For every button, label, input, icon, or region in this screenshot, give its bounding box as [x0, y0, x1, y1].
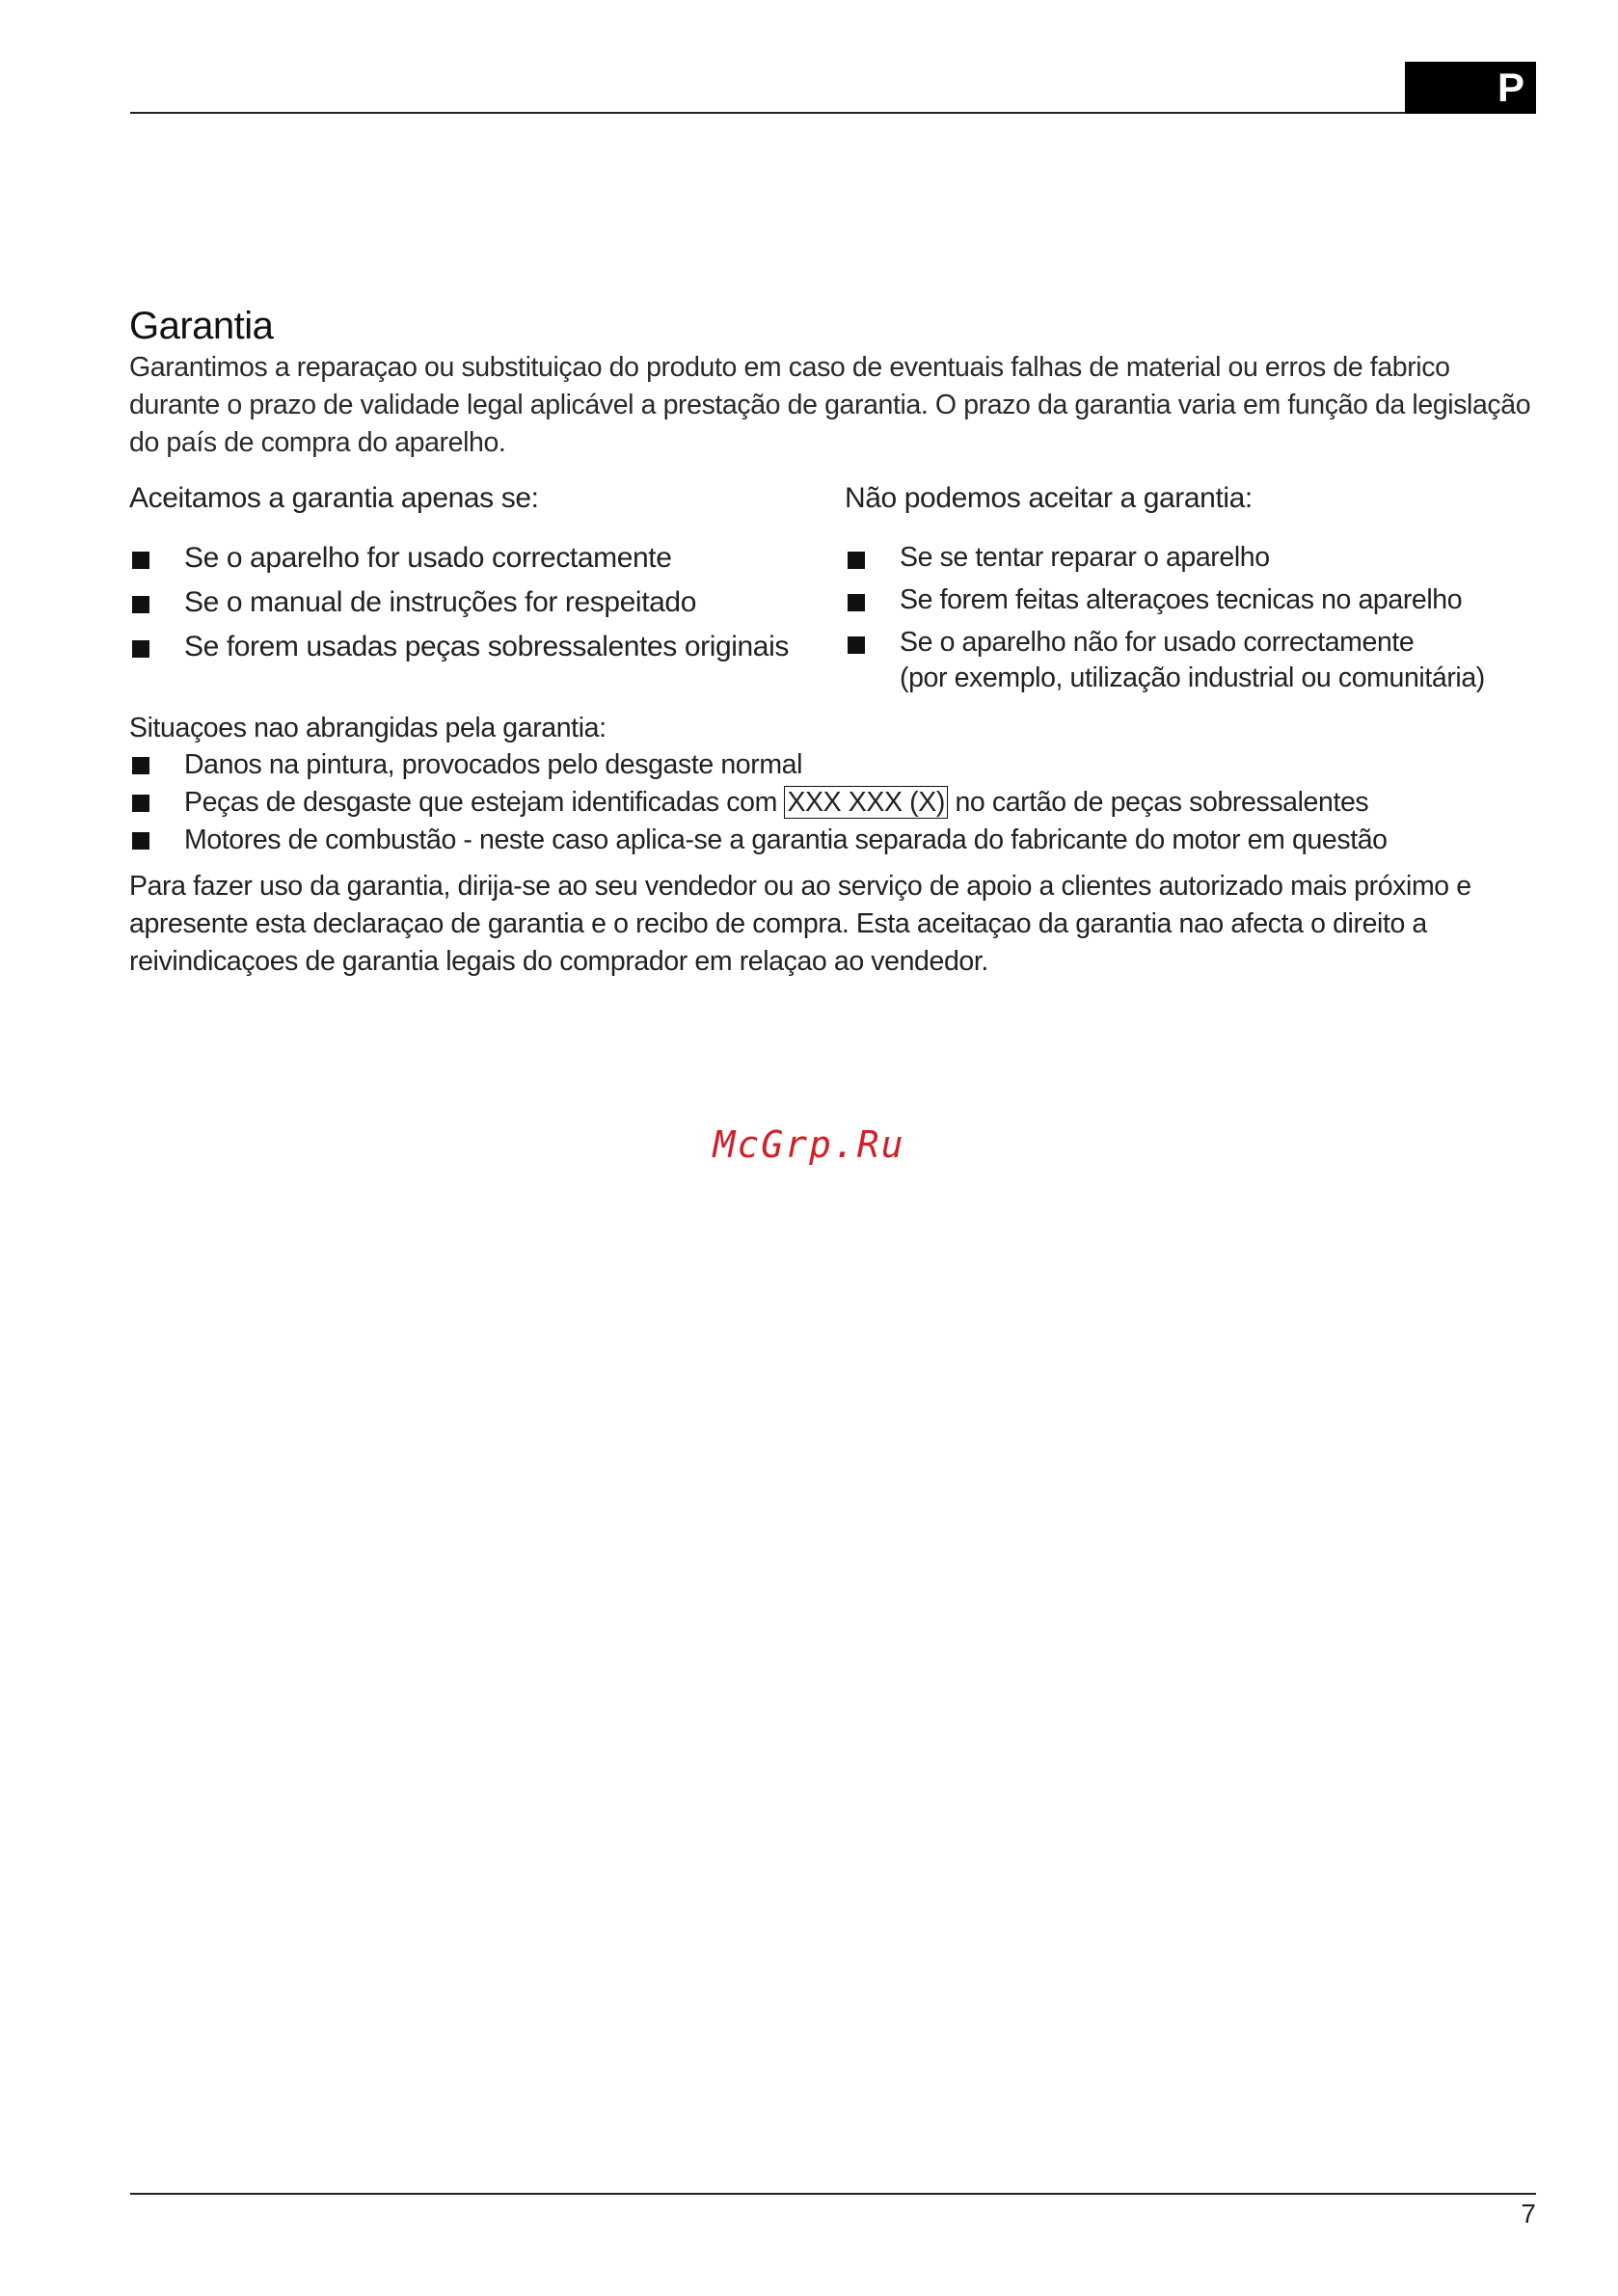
list-item	[845, 536, 1539, 579]
list-item-note: (por exemplo, utilização industrial ou comunitária)	[900, 662, 1485, 693]
list-item	[845, 579, 1539, 621]
page-number: 7	[1521, 2199, 1536, 2228]
exclusions-list	[129, 746, 1537, 859]
reject-heading: Não podemos aceitar a garantia:	[845, 482, 1253, 514]
list-item-text: no cartão de peças sobressalentes	[947, 787, 1369, 818]
page-title: Garantia	[129, 305, 274, 347]
bullet-square-icon	[132, 640, 149, 658]
accept-heading: Aceitamos a garantia apenas se:	[129, 482, 539, 514]
intro-paragraph: Garantimos a reparaçao ou substituiçao do produto em caso de eventuais falhas de material ou erros de fabrico durante o prazo de validade legal aplicável a prestação de garantia. O prazo da garantia varia em função da legislação do país de compra do aparelho.	[129, 352, 1531, 458]
list-item	[129, 822, 1537, 859]
bullet-square-icon	[132, 832, 149, 850]
list-item	[845, 621, 1539, 696]
list-item	[129, 784, 1537, 822]
list-item	[129, 581, 823, 625]
list-item-text: Se forem usadas peças sobressalentes originais	[184, 631, 789, 662]
reject-conditions-section	[845, 482, 1539, 696]
bullet-square-icon	[132, 757, 149, 774]
closing-paragraph: Para fazer uso da garantia, dirija-se ao seu vendedor ou ao serviço de apoio a clientes autorizado mais próximo e apresente esta declaraçao de garantia e o recibo de compra. Esta aceitaçao da garantia nao afecta o direito a reivindicaçoes de garantia legais do comprador em relaçao ao vendedor.	[129, 871, 1471, 977]
list-item-text: Motores de combustão - neste caso aplica-se a garantia separada do fabricante do motor em questão	[184, 824, 1388, 855]
list-item-text: Danos na pintura, provocados pelo desgaste normal	[184, 749, 803, 780]
watermark-text: McGrp.Ru	[713, 1123, 905, 1166]
list-item-text: Se o manual de instruções for respeitado	[184, 586, 696, 618]
language-tab: P	[1405, 62, 1536, 114]
exclusions-heading: Situaçoes nao abrangidas pela garantia:	[129, 713, 607, 743]
exclusions-section	[129, 710, 1537, 859]
list-item-text: Se o aparelho for usado correctamente	[184, 542, 672, 574]
bullet-square-icon	[132, 552, 149, 569]
list-item-text: Se o aparelho não for usado correctamente	[900, 627, 1415, 658]
list-item-text: Peças de desgaste que estejam identificadas com	[184, 787, 785, 818]
header-rule	[130, 112, 1408, 114]
bullet-square-icon	[132, 795, 149, 812]
reject-list	[845, 536, 1539, 696]
accept-conditions-section	[129, 482, 823, 669]
list-item	[129, 625, 823, 669]
bullet-square-icon	[848, 594, 865, 611]
footer-rule	[130, 2193, 1536, 2195]
list-item	[129, 746, 1537, 784]
accept-list	[129, 536, 823, 669]
bullet-square-icon	[848, 636, 865, 654]
bullet-square-icon	[132, 596, 149, 613]
list-item	[129, 536, 823, 581]
list-item-text: Se forem feitas alteraçoes tecnicas no aparelho	[900, 584, 1463, 615]
bullet-square-icon	[848, 552, 865, 569]
part-code-box: XXX XXX (X)	[784, 786, 947, 819]
list-item-text: Se se tentar reparar o aparelho	[900, 542, 1270, 573]
